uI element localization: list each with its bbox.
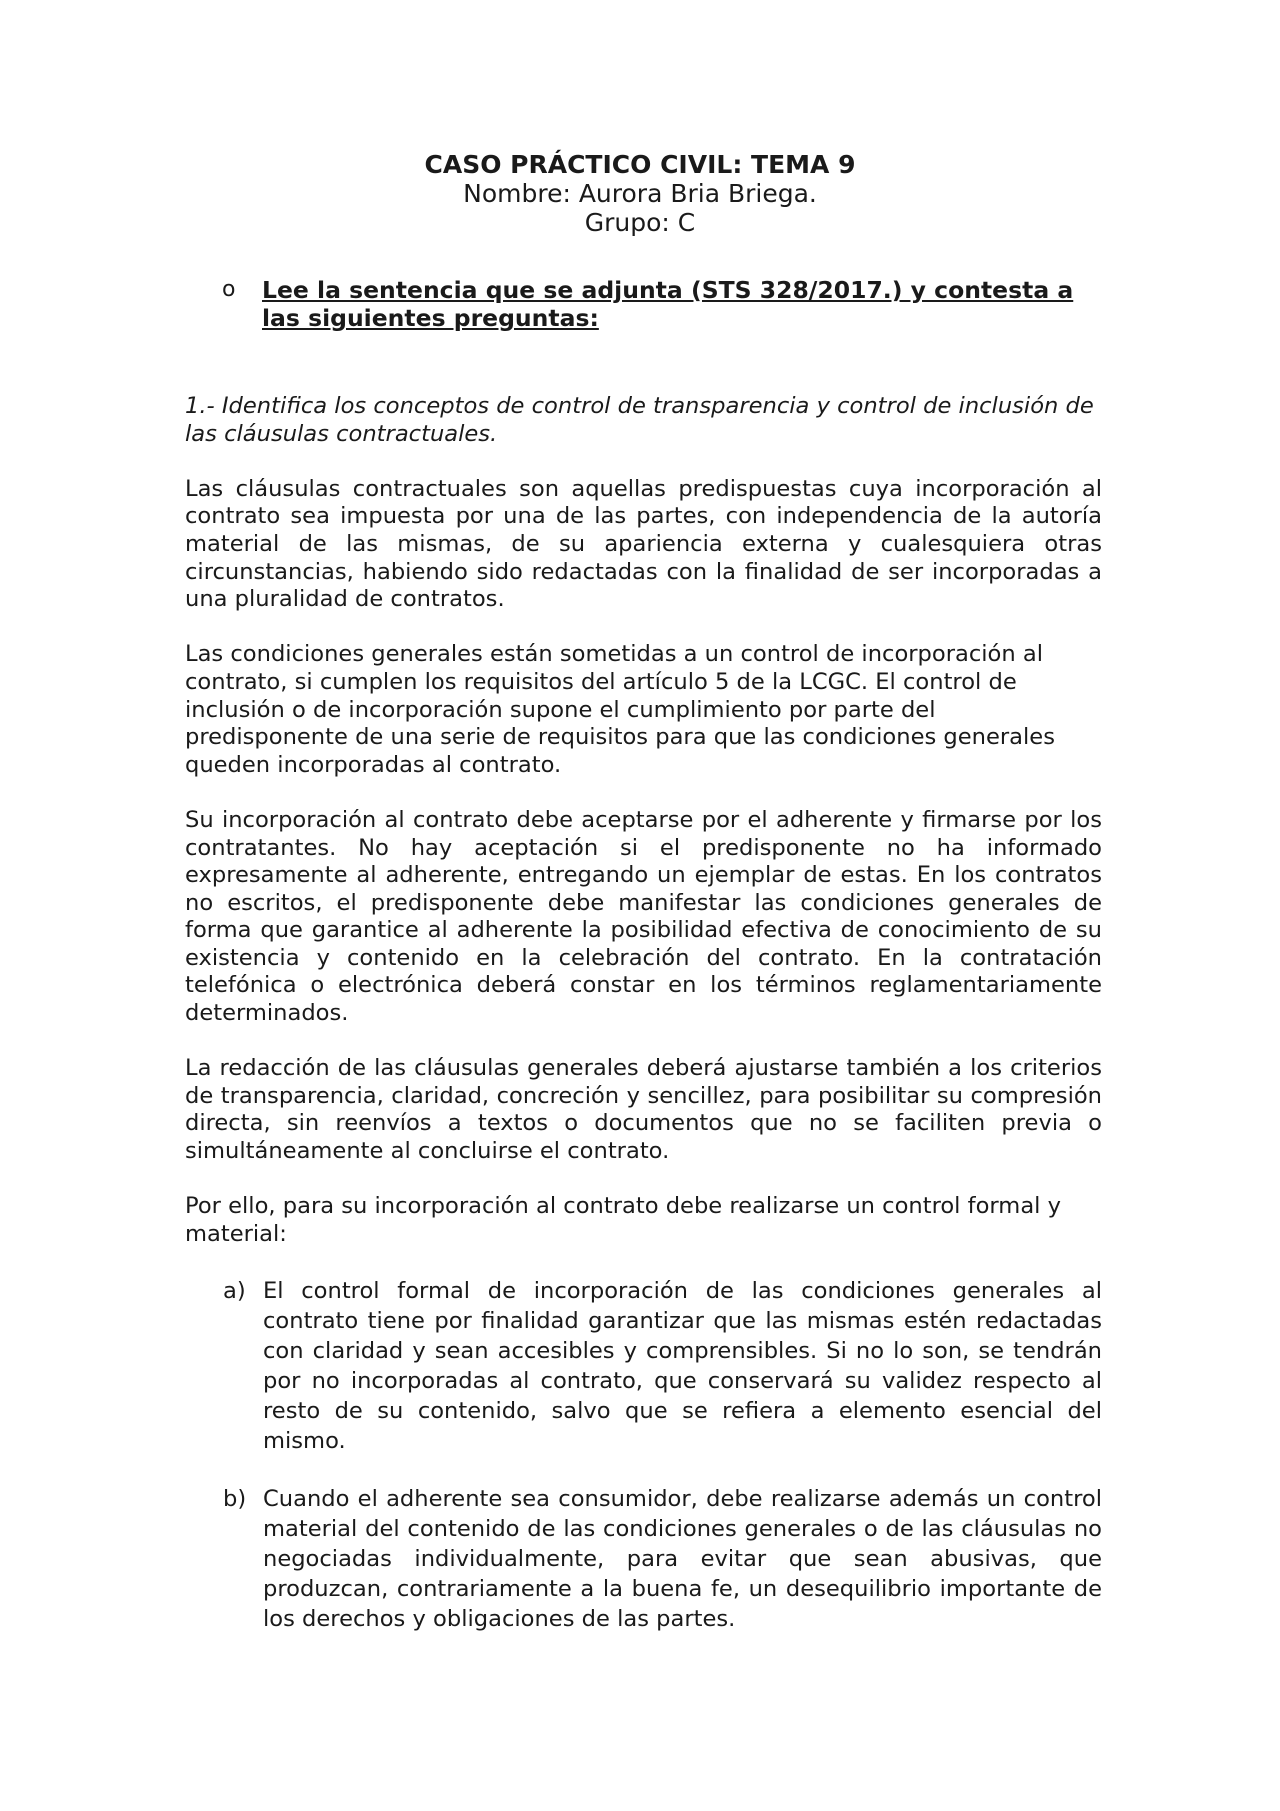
bullet-marker: o: [222, 277, 236, 302]
document-body: [185, 393, 1102, 1662]
list-item-text: El control formal de incorporación de las condiciones generales al contrato tiene por finalidad garantizar que las mismas estén redactadas con claridad y sean accesibles y comprensibles. Si no lo son, se tendrán por no incorporadas al contrato, que conservará su validez respecto al resto de su contenido, salvo que se refiera a elemento esencial del mismo.: [263, 1278, 1102, 1454]
document-title: CASO PRÁCTICO CIVIL: TEMA 9: [424, 150, 856, 179]
instruction-text: Lee la sentencia que se adjunta (STS 328/2017.) y contesta a las siguientes preguntas:: [262, 276, 1074, 332]
list-marker: b): [223, 1486, 247, 1512]
question-1: 1.- Identifica los conceptos de control de transparencia y control de inclusión de las cláusulas contractuales.: [185, 393, 1094, 447]
paragraph-4: La redacción de las cláusulas generales deberá ajustarse también a los criterios de transparencia, claridad, concreción y sencillez, para posibilitar su compresión directa, sin reenvíos a textos o documentos que no se faciliten previa o simultáneamente al concluirse el contrato.: [185, 1055, 1102, 1165]
paragraph-3: Su incorporación al contrato debe aceptarse por el adherente y firmarse por los contratantes. No hay aceptación si el predisponente no ha informado expresamente al adherente, entregando un ejemplar de estas. En los contratos no escritos, el predisponente debe manifestar las condiciones generales de forma que garantice al adherente la posibilidad efectiva de conocimiento de su existencia y contenido en la celebración del contrato. En la contratación telefónica o electrónica deberá constar en los términos reglamentariamente determinados.: [185, 806, 1102, 1027]
list-item-a: [185, 1276, 1102, 1456]
student-name: Nombre: Aurora Bria Briega.: [463, 179, 817, 208]
list-item-b: [185, 1484, 1102, 1634]
paragraph-2: Las condiciones generales están sometidas a un control de incorporación al contrato, si cumplen los requisitos del artículo 5 de la LCGC. El control de inclusión o de incorporación supone el cumplimiento por parte del predisponente de una serie de requisitos para que las condiciones generales queden incorporadas al contrato.: [185, 641, 1055, 778]
paragraph-1: Las cláusulas contractuales son aquellas predispuestas cuya incorporación al contrato sea impuesta por una de las partes, con independencia de la autoría material de las mismas, de su apariencia externa y cualesquiera otras circunstancias, habiendo sido redactadas con la finalidad de ser incorporadas a una pluralidad de contratos.: [185, 475, 1102, 613]
list-marker: a): [223, 1278, 246, 1304]
paragraph-5: Por ello, para su incorporación al contrato debe realizarse un control formal y material:: [185, 1193, 1061, 1247]
control-list: [185, 1276, 1102, 1634]
student-group: Grupo: C: [584, 208, 696, 237]
document-header: [0, 150, 1280, 237]
list-item-text: Cuando el adherente sea consumidor, debe realizarse además un control material del contenido de las condiciones generales o de las cláusulas no negociadas individualmente, para evitar que sean abusivas, que produzcan, contrariamente a la buena fe, un desequilibrio importante de los derechos y obligaciones de las partes.: [263, 1486, 1102, 1632]
